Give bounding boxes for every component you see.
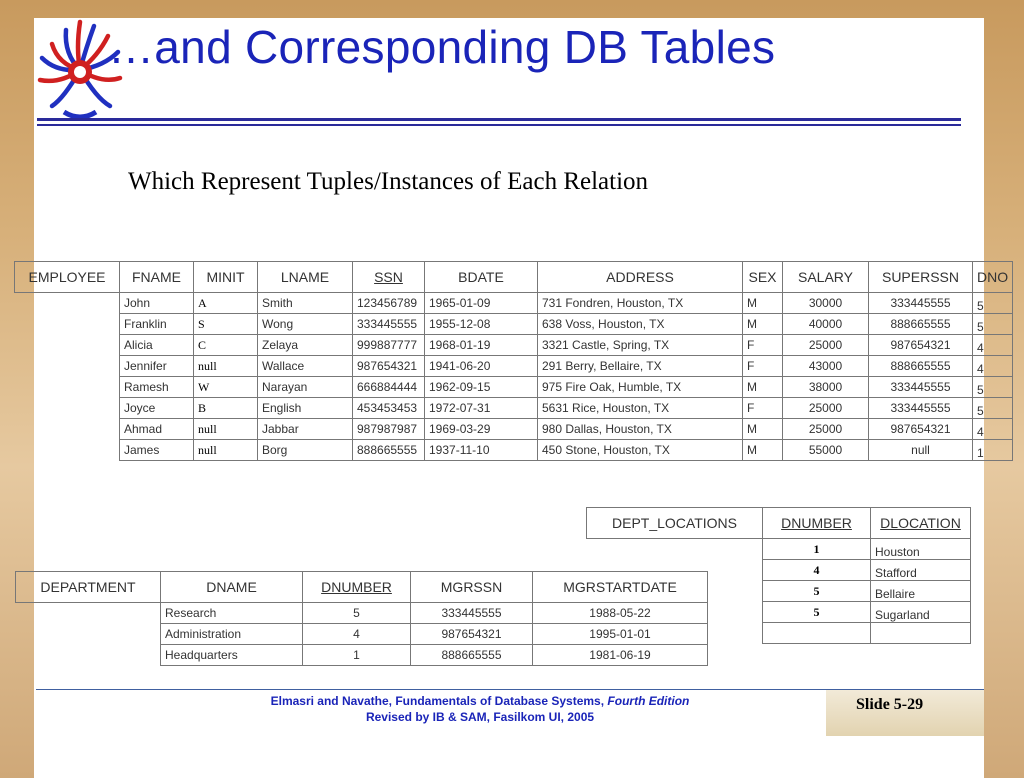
cell: 1969-03-29 <box>425 419 538 440</box>
cell: 25000 <box>783 335 869 356</box>
cell: 731 Fondren, Houston, TX <box>538 293 743 314</box>
slide-title: …and Corresponding DB Tables <box>108 21 776 73</box>
cell: Sugarland <box>871 602 971 623</box>
col-mgrssn: MGRSSN <box>411 572 533 603</box>
cell: 999887777 <box>353 335 425 356</box>
cell <box>871 623 971 644</box>
footer-line-1 <box>200 693 760 709</box>
cell: M <box>743 419 783 440</box>
cell: M <box>743 314 783 335</box>
cell: 1962-09-15 <box>425 377 538 398</box>
cell: W <box>194 377 258 398</box>
cell <box>763 623 871 644</box>
footer-line-2: Revised by IB & SAM, Fasilkom UI, 2005 <box>365 710 595 724</box>
cell: 5 <box>973 398 1013 419</box>
table-row <box>15 293 1013 314</box>
cell: null <box>194 356 258 377</box>
table-row <box>15 356 1013 377</box>
cell: 450 Stone, Houston, TX <box>538 440 743 461</box>
cell: 1 <box>303 645 411 666</box>
cell: 1941-06-20 <box>425 356 538 377</box>
cell: 980 Dallas, Houston, TX <box>538 419 743 440</box>
cell: 5 <box>763 602 871 623</box>
table-row <box>15 419 1013 440</box>
cell: M <box>743 377 783 398</box>
cell: 30000 <box>783 293 869 314</box>
cell: Joyce <box>120 398 194 419</box>
cell: 888665555 <box>869 356 973 377</box>
cell: F <box>743 356 783 377</box>
cell: Wong <box>258 314 353 335</box>
footer-credit <box>200 693 760 725</box>
cell: F <box>743 398 783 419</box>
col-dnumber: DNUMBER <box>303 572 411 603</box>
cell: Narayan <box>258 377 353 398</box>
cell: 25000 <box>783 398 869 419</box>
cell: 40000 <box>783 314 869 335</box>
col-salary: SALARY <box>783 262 869 293</box>
title-rule-top <box>37 118 961 121</box>
cell: null <box>869 440 973 461</box>
cell: 5 <box>303 603 411 624</box>
cell: 453453453 <box>353 398 425 419</box>
col-minit: MINIT <box>194 262 258 293</box>
footer-book: Elmasri and Navathe, Fundamentals of Database Systems, <box>270 694 608 708</box>
cell: 1965-01-09 <box>425 293 538 314</box>
cell: 987654321 <box>869 419 973 440</box>
cell: 638 Voss, Houston, TX <box>538 314 743 335</box>
cell: Houston <box>871 539 971 560</box>
cell: 987654321 <box>353 356 425 377</box>
title-rule-bottom <box>37 124 961 126</box>
dept-locations-table-name: DEPT_LOCATIONS <box>587 508 763 539</box>
blank-cell <box>15 293 120 461</box>
cell: 975 Fire Oak, Humble, TX <box>538 377 743 398</box>
cell: 1972-07-31 <box>425 398 538 419</box>
cell: 987987987 <box>353 419 425 440</box>
cell: 333445555 <box>353 314 425 335</box>
cell: 5 <box>973 293 1013 314</box>
table-row <box>15 335 1013 356</box>
cell: 666884444 <box>353 377 425 398</box>
col-lname: LNAME <box>258 262 353 293</box>
slide-number: Slide 5-29 <box>856 696 924 713</box>
col-sex: SEX <box>743 262 783 293</box>
cell: 987654321 <box>411 624 533 645</box>
cell: Smith <box>258 293 353 314</box>
col-dnumber: DNUMBER <box>763 508 871 539</box>
col-address: ADDRESS <box>538 262 743 293</box>
slide-subtitle: Which Represent Tuples/Instances of Each Relation <box>128 168 649 195</box>
cell: 291 Berry, Bellaire, TX <box>538 356 743 377</box>
cell: A <box>194 293 258 314</box>
cell: 1 <box>973 440 1013 461</box>
cell: 55000 <box>783 440 869 461</box>
cell: 25000 <box>783 419 869 440</box>
cell: 4 <box>303 624 411 645</box>
employee-table <box>14 261 1013 461</box>
cell: 123456789 <box>353 293 425 314</box>
department-table <box>15 571 708 666</box>
cell: 4 <box>973 419 1013 440</box>
cell: 4 <box>973 335 1013 356</box>
cell: John <box>120 293 194 314</box>
cell: S <box>194 314 258 335</box>
cell: Stafford <box>871 560 971 581</box>
employee-header-row <box>15 262 1013 293</box>
cell: 5 <box>763 581 871 602</box>
department-table-name: DEPARTMENT <box>16 572 161 603</box>
dept-locations-header-row <box>587 508 971 539</box>
table-row <box>587 539 971 560</box>
cell: Zelaya <box>258 335 353 356</box>
cell: Ramesh <box>120 377 194 398</box>
cell: 3321 Castle, Spring, TX <box>538 335 743 356</box>
cell: Wallace <box>258 356 353 377</box>
cell: 888665555 <box>869 314 973 335</box>
cell: 333445555 <box>869 398 973 419</box>
cell: 1955-12-08 <box>425 314 538 335</box>
cell: Borg <box>258 440 353 461</box>
cell: F <box>743 335 783 356</box>
cell: 1968-01-19 <box>425 335 538 356</box>
employee-table-name: EMPLOYEE <box>15 262 120 293</box>
col-ssn: SSN <box>353 262 425 293</box>
cell: Headquarters <box>161 645 303 666</box>
cell: Jabbar <box>258 419 353 440</box>
cell: Administration <box>161 624 303 645</box>
table-row <box>15 398 1013 419</box>
cell: 1995-01-01 <box>533 624 708 645</box>
col-superssn: SUPERSSN <box>869 262 973 293</box>
cell: James <box>120 440 194 461</box>
cell: 5 <box>973 314 1013 335</box>
cell: M <box>743 440 783 461</box>
cell: Alicia <box>120 335 194 356</box>
cell: Ahmad <box>120 419 194 440</box>
cell: 333445555 <box>869 377 973 398</box>
table-row <box>16 603 708 624</box>
cell: 5631 Rice, Houston, TX <box>538 398 743 419</box>
col-dname: DNAME <box>161 572 303 603</box>
cell: 333445555 <box>411 603 533 624</box>
cell: 333445555 <box>869 293 973 314</box>
cell: 4 <box>973 356 1013 377</box>
col-fname: FNAME <box>120 262 194 293</box>
cell: 1 <box>763 539 871 560</box>
cell: 43000 <box>783 356 869 377</box>
cell: 38000 <box>783 377 869 398</box>
cell: Jennifer <box>120 356 194 377</box>
cell: Research <box>161 603 303 624</box>
table-row <box>15 377 1013 398</box>
cell: Franklin <box>120 314 194 335</box>
cell: 1981-06-19 <box>533 645 708 666</box>
slide-number-box <box>826 690 984 736</box>
cell: 888665555 <box>353 440 425 461</box>
col-dlocation: DLOCATION <box>871 508 971 539</box>
col-dno: DNO <box>973 262 1013 293</box>
table-row <box>15 440 1013 461</box>
col-bdate: BDATE <box>425 262 538 293</box>
department-header-row <box>16 572 708 603</box>
cell: 1937-11-10 <box>425 440 538 461</box>
cell: 888665555 <box>411 645 533 666</box>
cell: English <box>258 398 353 419</box>
cell: 5 <box>973 377 1013 398</box>
cell: 1988-05-22 <box>533 603 708 624</box>
table-row <box>15 314 1013 335</box>
blank-cell <box>16 603 161 666</box>
footer-edition: Fourth Edition <box>607 694 690 708</box>
cell: 4 <box>763 560 871 581</box>
cell: null <box>194 440 258 461</box>
cell: null <box>194 419 258 440</box>
cell: M <box>743 293 783 314</box>
col-mgrstartdate: MGRSTARTDATE <box>533 572 708 603</box>
cell: C <box>194 335 258 356</box>
cell: 987654321 <box>869 335 973 356</box>
cell: B <box>194 398 258 419</box>
cell: Bellaire <box>871 581 971 602</box>
